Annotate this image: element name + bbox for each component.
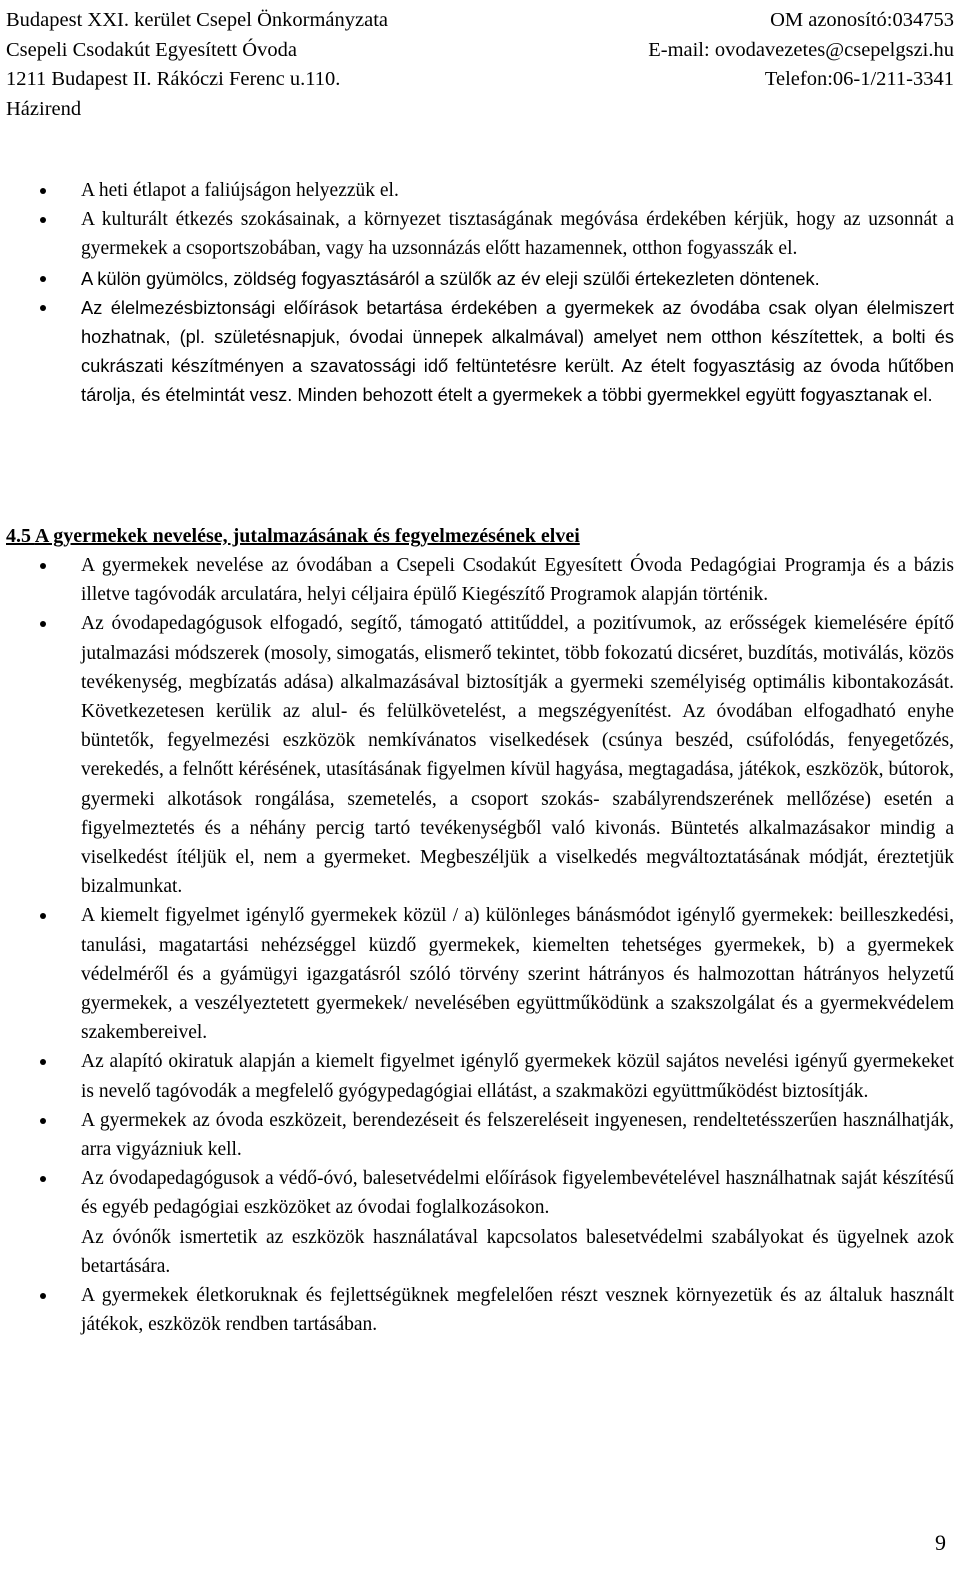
list-item: A kiemelt figyelmet igénylő gyermekek közül / a) különleges bánásmódot igénylő gyermekek: beilleszkedési, tanulási, magatartási nehézséggel küzdő gyermekek, kiemelten tehetséges gyermekek, b) a gyermekek védelméről és a gyámügyi igazgatásról szóló törvény szerint hátrányos és halmozottan hátrányos helyzetű gyermekek, a veszélyeztetett gyermekek/ nevelésében együttműködünk a szakszolgálat és a gyermekvédelem szakembereivel. bbox=[0, 901, 960, 1047]
education-section bbox=[0, 522, 960, 1339]
om-id: OM azonosító:034753 bbox=[770, 9, 954, 31]
list-item: Az alapító okiratuk alapján a kiemelt figyelmet igénylő gyermekek közül sajátos nevelési igényű gyermekeket is nevelő tagóvodák a megfelelő gyógypedagógiai ellátást, a szakmaközi együttműködést biztosítják. bbox=[0, 1047, 960, 1105]
letterhead-row-2 bbox=[6, 36, 954, 66]
email: E-mail: ovodavezetes@csepelgszi.hu bbox=[648, 38, 954, 61]
list-item: Az óvodapedagógusok elfogadó, segítő, támogató attitűddel, a pozitívumok, az erősségek kiemelésére építő jutalmazási módszerek (mosoly, simogatás, elismerő tekintet, több fokozatú dicséret, buzdítás, motiválás, közös tevékenység, megbízatás adása) alkalmazásával biztosítják a gyermeki személyiség optimális kibontakozását. Következetesen kerülik az alul- és felülkövetelést, a megszégyenítést. Az óvodában elfogadható enyhe büntetők, fegyelmezési eszközök nemkívánatos viselkedések (csúnya beszéd, csúfolódás, fenyegetőzés, verekedés, a felnőtt kérésének, utasításának figyelmen kívül hagyása, megtagadása, játékok, eszközök, bútorok, gyermeki alkotások rongálása, szemetelés, a csoport szokás- szabályrendszerének mellőzése) esetén a figyelmeztetés és a néhány percig tartó tevékenységből való kivonás. Büntetés alkalmazásakor mindig a viselkedést ítéljük el, nem a gyermeket. Megbeszéljük a viselkedés megváltoztatásának módját, éreztetjük bizalmunkat. bbox=[0, 609, 960, 901]
bullet-icon bbox=[40, 1293, 46, 1299]
list-item: A gyermekek életkoruknak és fejlettségüknek megfelelően részt vesznek környezetük és az általuk használt játékok, eszközök rendben tartásában. bbox=[0, 1281, 960, 1339]
list-item: A gyermekek nevelése az óvodában a Csepeli Csodakút Egyesített Óvoda Pedagógiai Programja és a bázis illetve tagóvodák arculatára, helyi céljaira épülő Kiegészítő Programok alapján történik. bbox=[0, 551, 960, 609]
list-item: Az élelmezésbiztonsági előírások betartása érdekében a gyermekek az óvodába csak olyan élelmiszert hozhatnak, (pl. születésnapjuk, óvodai ünnepek alkalmával) amelyet nem otthon készítettek, a bolti és cukrászati készítményen a szavatossági idő feltüntetésre került. Az ételt fogyasztásig az óvoda hűtőben tárolja, és ételmintát vesz. Minden behozott ételt a gyermekek a többi gyermekkel együtt fogyasztanak el. bbox=[0, 293, 960, 410]
bullet-icon bbox=[40, 913, 46, 919]
section-title: A gyermekek nevelése, jutalmazásának és fegyelmezésének elvei bbox=[34, 525, 580, 547]
bullet-icon bbox=[40, 1118, 46, 1124]
bullet-icon bbox=[40, 217, 46, 223]
phone: Telefon:06-1/211-3341 bbox=[764, 68, 954, 90]
list-item: A gyermekek az óvoda eszközeit, berendezéseit és felszereléseit ingyenesen, rendeltetésszerűen használhatják, arra vigyázniuk kell. bbox=[0, 1106, 960, 1164]
letterhead-row-4 bbox=[6, 95, 954, 125]
list-item: A külön gyümölcs, zöldség fogyasztásáról a szülők az év eleji szülői értekezleten döntenek. bbox=[0, 264, 960, 293]
page-number: 9 bbox=[935, 1530, 946, 1555]
education-list bbox=[0, 551, 960, 1339]
document-type: Házirend bbox=[6, 97, 82, 120]
bullet-icon bbox=[40, 188, 46, 194]
bullet-icon bbox=[40, 1176, 46, 1182]
bullet-icon bbox=[40, 563, 46, 569]
address: 1211 Budapest II. Rákóczi Ferenc u.110. bbox=[6, 68, 341, 90]
list-item: A kulturált étkezés szokásainak, a környezet tisztaságának megóvása érdekében kérjük, hogy az uzsonnát a gyermekek a csoportszobában, vagy ha uzsonnázás előtt hazamennek, otthon fogyasszák el. bbox=[0, 205, 960, 263]
municipality-name: Budapest XXI. kerület Csepel Önkormányzata bbox=[6, 9, 388, 31]
bullet-icon bbox=[40, 305, 46, 311]
meals-list bbox=[0, 176, 960, 410]
list-item-continuation: Az óvónők ismertetik az eszközök használatával kapcsolatos balesetvédelmi szabályokat és ügyelnek azok betartására. bbox=[81, 1226, 954, 1277]
section-number: 4.5 bbox=[6, 525, 31, 547]
letterhead bbox=[6, 6, 954, 124]
list-item: Az óvodapedagógusok a védő-óvó, balesetvédelmi előírások figyelembevételével használhatnak saját készítésű és egyéb pedagógiai eszközöket az óvodai foglalkozásokon. bbox=[0, 1164, 960, 1222]
section-heading bbox=[0, 522, 960, 551]
letterhead-row-3 bbox=[6, 65, 954, 95]
list-item: A heti étlapot a faliújságon helyezzük el. bbox=[0, 176, 960, 205]
bullet-icon bbox=[40, 1059, 46, 1065]
letterhead-row-1 bbox=[6, 6, 954, 36]
meals-section bbox=[0, 176, 960, 410]
institution-name: Csepeli Csodakút Egyesített Óvoda bbox=[6, 38, 297, 61]
bullet-icon bbox=[40, 276, 46, 282]
bullet-icon bbox=[40, 621, 46, 627]
